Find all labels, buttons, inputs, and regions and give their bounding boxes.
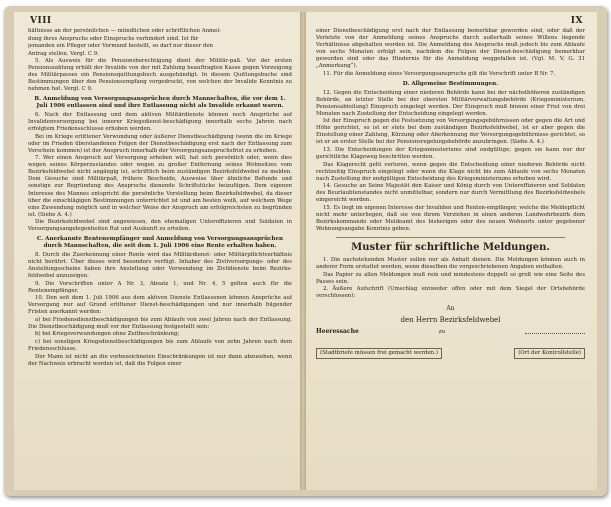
- paragraph-14: 14. Gesuche an Seine Majestät den Kaiser und König durch von Unteroffizieren und Soldaten des Beurlaubtenstandes nicht unmittelbar, sondern nur durch Vermittlung des Bezirksfeldwebels eingereicht werden.: [316, 183, 585, 204]
- paragraph-12: 12. Gegen die Entscheidung einer niederen Behörde kann bei der nächsthöheren zuständigen Behörde, an letzter Stelle bei der obersten Militärverwaltungsbehörde (Kriegsministerium, Pensionsabteilung) Einspruch eingelegt werden. Der Einspruch muß binnen einer Frist von drei Monaten nach Zustellung der Entscheidung eingelegt werden.: [316, 89, 585, 117]
- envelope-sample: [316, 305, 585, 359]
- paragraph-7b: Die Bezirksfeldwebel sind angewiesen, den ehemaligen Unteroffizieren und Soldaten in Versorgungsangelegenheiten Rat und Auskunft zu erteilen.: [28, 219, 292, 233]
- envelope-footer: [316, 348, 585, 359]
- form-paragraph-1: 1. Die nachstehenden Muster sollen nur als Anhalt dienen. Die Meldungen können auch in anderer Form erstattet werden, wenn dieselben die vorgeschriebenen Angaben enthalten.: [316, 257, 585, 271]
- text-line: Antrag stellen. Vergl. C 9.: [28, 50, 99, 57]
- address-line: [525, 328, 585, 334]
- section-heading-b: B. Anmeldung von Versorgungsansprüchen durch Mannschaften, die vor dem 1. Juli 1906 entlassen sind und ihre Entlassung nicht als Invalide erkannt waren.: [34, 96, 286, 110]
- paragraph-continued: einer Dienstbeschädigung erst nach der Entlassung bemerkbar geworden sind, oder daß der Verletzte von der Anmeldung seines Anspruchs durch außerhalb seines Willens liegende Verhältnisse abgehalten worden ist. Die Anmeldung des Anspruchs muß jedoch bis zum Ablaufe von sechs Monaten erfolgt sein, nachdem die Folgen der Dienst-beschädigung bemerkbar geworden sind oder das Hindernis für die Anmeldung weggefallen ist. (Vgl. M. V. G. 31 „Anmerkung“).: [316, 28, 585, 70]
- open-booklet: [4, 6, 607, 496]
- right-page: [306, 12, 597, 490]
- right-text-column: [316, 28, 585, 486]
- paragraph-10c: c) bei sonstigen Kriegsdienstbeschädigungen bis zum Ablaufe von zehn Jahren nach dem Friedensschlusse.: [28, 338, 292, 353]
- paragraph-8: 8. Durch die Zuerkennung einer Rente wird das Militärdienst- oder Militärpflichtverhältnis nicht berührt. Über dieses wird besonders verfügt. Inhaber des Zivilversorgungs- oder des Anstellungsscheins haben ihre Anstellung oder Verwendung im Zivildienste beim Bezirks-feldwebel anzuzeigen.: [28, 251, 292, 280]
- paragraph-13b: Das Klagerecht geht verloren, wenn gegen die Entscheidung einer niederen Behörde nicht rechtzeitig Einspruch eingelegt oder wenn die Klage nicht bis zum Ablaufe von sechs Monaten nach Zustellung der endgültigen Entscheidung des Kriegsministeriums erhoben wird.: [316, 161, 585, 182]
- form-paragraph-1b: Das Papier zu allen Meldungen muß rein und mindestens doppelt so groß wie eine Seite des Passes sein.: [316, 271, 585, 285]
- paragraph-9: 9. Die Vorschriften unter A Nr. 3, Absatz 1, und Nr. 4, 5 gelten auch für die Rentenempfänger.: [28, 280, 292, 294]
- paragraph-13: 13. Die Entscheidungen der Kriegsministeriums sind endgültige; gegen sie kann nur der gerichtliche Klageweg beschritten werden.: [316, 147, 585, 161]
- paragraph-10d: Der Mann ist nicht an die vorbezeichneten Einschränkungen ist nur dann abzusehen, wenn der Nachweis erbracht worden ist, daß die Folgen einer: [28, 353, 292, 367]
- control-place-note: (Ort der Kontrollstelle): [514, 348, 585, 359]
- paragraph-15: 15. Es liegt im eigenen Interesse der Invaliden und Renten-empfänger, welche die Meldepflicht nicht mehr unterliegen, daß sie von ihrem Verziehen in einen anderen Landwehrbezirk dem Bezirkskommando oder Meldeamt des bisherigen oder des neuen Wohnorts unter gegebener Wohnungsangabe Kenntnis geben.: [316, 204, 585, 233]
- paragraph-12b: Ist der Einspruch gegen die Festsetzung von Versorgungsgebührnissen oder gegen die Art und Höhe gerichtet, so ist er stets bei dem zuständigen Bezirksfeldwebel, ist er aber gegen die Einstellung einer Zahlung, Kürzung oder Aberkennung der Versorgungsgebührnisse gerichtet, so ist er an erster Stelle bei der Pensionsregelungsbehörde anzubringen. (Siehe A. 4.): [316, 118, 585, 146]
- heeressache-label: Heeressache: [316, 328, 359, 336]
- paragraph-11: 11. Für die Anmeldung eines Versorgungsanspruchs gilt die Vorschrift unter B Nr. 7.: [323, 70, 556, 77]
- paragraph-6: 6. Nach der Entlassung und dem aktiven Militärdienste können noch Ansprüche auf Invalidenversorgung bei innerer Kriegsdienst-beschädigung innerhalb sechs Jahren nach erfolgtem Friedensschlusse erhoben werden.: [28, 112, 292, 133]
- form-title: Muster für schriftliche Meldungen.: [351, 242, 550, 254]
- address-zu: zu: [438, 329, 446, 336]
- section-heading-d: D. Allgemeine Bestimmungen.: [402, 80, 499, 87]
- page-number: VIII: [30, 16, 52, 26]
- text-line: dung ihres Anspruchs oder Einspruchs verhindert sind. Ist für: [28, 35, 199, 42]
- section-heading-c: C. Anerkannte Rentenempfänger und Anmeldung von Versorgungsansprüchen durch Mannschaften, die seit dem 1. Juli 1906 eine Rente erhalten haben.: [36, 236, 284, 250]
- paragraph-7: 7. Wer einen Anspruch auf Versorgung erheben will, hat sich persönlich oder, wenn dies wegen seines Körperzustandes oder wegen zu großer Entfernung seines Wohnsitzes vom Bezirksfeldwebel nicht angängig ist, schriftlich beim zuständigen Bezirksfeldwebel zu melden. Dem Gesuche sind Militärpaß, frühere Bescheide, Ausweise über ähnliche Befunde und sonstige zur Begründung des Anspruchs dienende Schriftstücke beizufügen. Dem eigenen Interesse des Mannes entspricht die persönliche Vorstellung beim Bezirksfeldwebel, da dieser über die einschlägigen Bestimmungen unterrichtet ist und am besten weiß, auf welchem Wege eine Zuwendung möglich und in welcher Weise der Anspruch am erfolgreichsten zu begründen ist. (Siehe A. 4.): [28, 155, 292, 218]
- divider: [336, 237, 565, 238]
- paragraph-6b: Bei im Kriege erlittener Verwundung oder äußerer Dienstbeschädigung (wenn die im Kriege oder im Frieden überstandenen Folgen der Dienstbeschädigung erst nach der Entlassung zum Vorschein kommen) ist der Anspruch innerhalb der Versorgungsanspruchsfrist zu erheben.: [28, 133, 292, 154]
- stamp-note: (Stadtbriefe müssen frei gemacht werden.): [316, 348, 442, 359]
- address-row: [316, 328, 585, 336]
- paragraph-5: 5. Als Ausweis für die Pensionsberechtigung dient der Militär-paß. Vor der ersten Pensionszahlung erhält der Invalide von der mit Zahlung beauftragten Kasse gegen Vorzeigung des Militärpasses ein Pensionsquittungsbuch ausgehändigt. In diesem Quittungsbuche sind Bestimmungen über den Pensionsempfang vorgedruckt, von welchen der Invalide Kenntnis zu nehmen hat. Vergl. C 9.: [28, 58, 292, 93]
- form-paragraph-2: 2. Äußere Aufschrift (Umschlag entweder offen oder mit dem Siegel der Ortsbehörde verschlossen):: [316, 286, 585, 300]
- paragraph-10a: a) bei Friedensdienstbeschädigungen bis zum Ablaufe von zwei Jahren nach der Entlassung. Die Dienstbeschädigung muß vor der Entlassung festgestellt sein;: [28, 316, 292, 330]
- text-line: jemanden ein Pfleger oder Vormund bestellt, so darf nur dieser den: [28, 43, 213, 50]
- address-to: An: [446, 305, 455, 313]
- page-number: IX: [570, 16, 583, 26]
- left-text-column: [28, 28, 292, 486]
- left-page: [14, 12, 301, 490]
- address-name: den Herrn Bezirksfeldwebel: [400, 316, 501, 325]
- text-line: hältnisse an der persönlichen — mündlichen oder schriftlichen Anmel-: [28, 28, 221, 34]
- paragraph-10b: b) bei Kriegsverwundungen ohne Zeitbeschränkung;: [35, 331, 180, 338]
- paragraph-10: 10. Den seit dem 1. Juli 1906 aus dem aktiven Dienste Entlassenen können Ansprüche auf Versorgung nur auf Grund erlittener Dienst-beschädigungen und nur innerhalb folgender Fristen anerkannt werden:: [28, 295, 292, 316]
